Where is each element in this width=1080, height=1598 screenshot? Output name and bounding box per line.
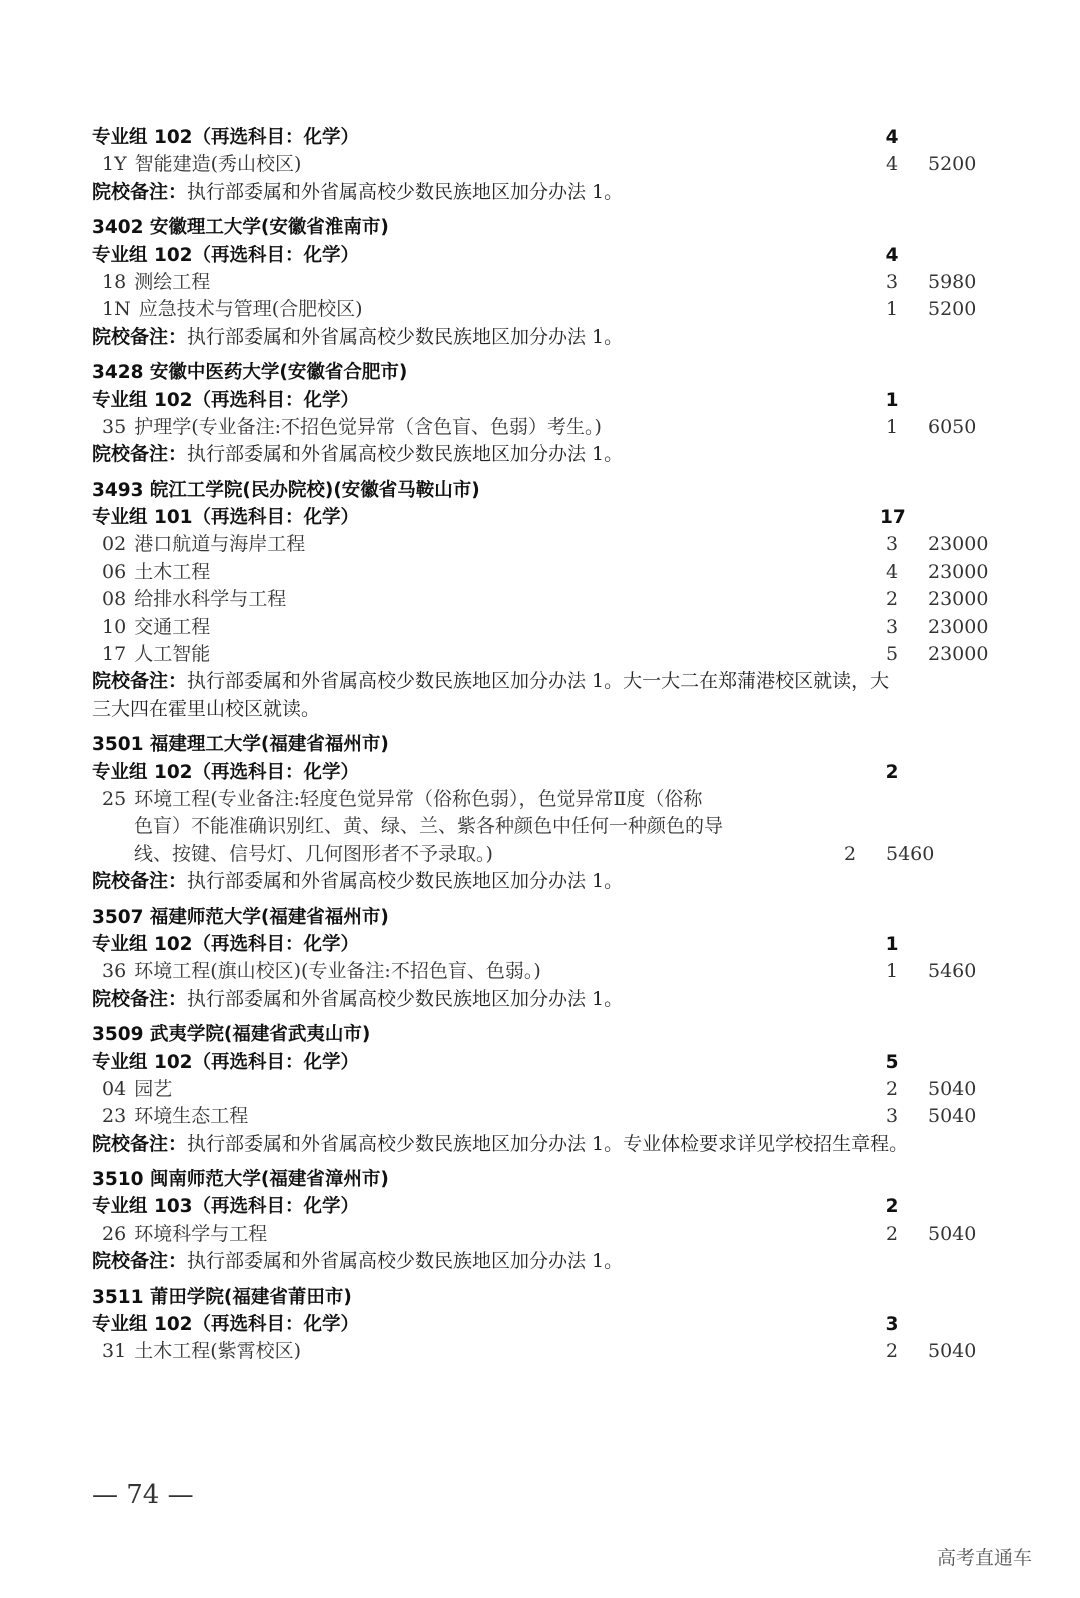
school-header: 3510 闽南师范大学(福建省漳州市): [92, 1169, 389, 1191]
major-row: [92, 1103, 992, 1130]
major-count: 2: [885, 1340, 899, 1363]
major-name: 给排水科学与工程: [134, 588, 287, 611]
group-header: [92, 759, 992, 786]
note-text: 执行部委属和外省属高校少数民族地区加分办法 1。: [187, 443, 624, 466]
major-code: 06: [102, 560, 127, 583]
major-fee: 5980: [928, 270, 977, 293]
group-header: [92, 387, 992, 414]
note-text: 执行部委属和外省属高校少数民族地区加分办法 1。: [187, 870, 624, 893]
major-name: 交通工程: [134, 615, 211, 638]
note-text: 执行部委属和外省属高校少数民族地区加分办法 1。: [187, 987, 624, 1010]
group-label: 专业组 101（再选科目：化学）: [92, 507, 360, 529]
school-header: 3493 皖江工学院(民办院校)(安徽省马鞍山市): [92, 479, 480, 501]
major-name: 环境科学与工程: [134, 1222, 268, 1245]
major-row: [92, 1076, 992, 1103]
major-name-end: 线、按键、信号灯、几何图形者不予录取。): [134, 842, 493, 865]
group-count: 1: [885, 933, 899, 955]
major-fee: 5040: [928, 1105, 977, 1128]
school-header: 3507 福建师范大学(福建省福州市): [92, 906, 389, 928]
major-name: 港口航道与海岸工程: [134, 533, 306, 556]
major-count: 1: [885, 415, 899, 438]
group-header: [92, 124, 992, 151]
watermark: 高考直通车: [936, 1547, 1032, 1569]
school-header: 3428 安徽中医药大学(安徽省合肥市): [92, 362, 408, 384]
major-fee: 23000: [928, 588, 989, 611]
note-text: 执行部委属和外省属高校少数民族地区加分办法 1。专业体检要求详见学校招生章程。: [187, 1132, 909, 1155]
major-count: 2: [843, 842, 857, 865]
major-name: 土木工程(紫霄校区): [134, 1340, 302, 1363]
major-count: 3: [885, 1105, 899, 1128]
school-header: 3509 武夷学院(福建省武夷山市): [92, 1024, 371, 1046]
major-row: [92, 269, 992, 296]
school-note: [92, 986, 992, 1013]
major-row: [92, 586, 992, 613]
major-fee: 23000: [928, 533, 989, 556]
major-row-continued: [92, 841, 992, 868]
major-count: 3: [885, 615, 899, 638]
major-fee: 5460: [928, 960, 977, 983]
group-label: 专业组 102（再选科目：化学）: [92, 389, 360, 411]
major-count: 2: [885, 1077, 899, 1100]
major-row: [92, 414, 992, 441]
group-label: 专业组 102（再选科目：化学）: [92, 761, 360, 783]
major-name: 应急技术与管理(合肥校区): [138, 298, 363, 321]
major-count: 1: [885, 298, 899, 321]
major-name: 环境生态工程: [134, 1105, 249, 1128]
major-code: 31: [102, 1340, 127, 1363]
major-fee: 23000: [928, 643, 989, 666]
note-text: 执行部委属和外省属高校少数民族地区加分办法 1。: [187, 1250, 624, 1273]
major-code: 04: [102, 1077, 127, 1100]
page-number: — 74 —: [92, 1480, 194, 1510]
major-fee: 23000: [928, 560, 989, 583]
school-header: 3501 福建理工大学(福建省福州市): [92, 734, 389, 756]
school-note: [92, 179, 992, 206]
major-code: 08: [102, 588, 127, 611]
note-label: 院校备注：: [92, 443, 188, 466]
major-fee: 5200: [928, 153, 977, 176]
major-name: 环境工程(专业备注:轻度色觉异常（俗称色弱），色觉异常Ⅱ度（俗称: [134, 787, 703, 810]
major-count: 3: [885, 533, 899, 556]
school-note: [92, 1131, 992, 1158]
note-label: 院校备注：: [92, 1132, 188, 1155]
major-code: 35: [102, 415, 127, 438]
major-count: 2: [885, 1222, 899, 1245]
school-note: [92, 1248, 992, 1275]
group-header: [92, 1049, 992, 1076]
major-code: 25: [102, 787, 127, 810]
major-fee: 5040: [928, 1222, 977, 1245]
major-count: 4: [885, 560, 899, 583]
major-count: 2: [885, 588, 899, 611]
major-name: 测绘工程: [134, 270, 211, 293]
major-code: 36: [102, 960, 127, 983]
major-fee: 6050: [928, 415, 977, 438]
major-row: [92, 786, 992, 813]
major-code: 18: [102, 270, 127, 293]
major-row: [92, 641, 992, 668]
major-row: [92, 958, 992, 985]
school-header: 3511 莆田学院(福建省莆田市): [92, 1286, 352, 1308]
group-header: [92, 1311, 992, 1338]
group-label: 专业组 102（再选科目：化学）: [92, 127, 360, 148]
major-code: 1Y: [102, 153, 127, 176]
major-fee: 5040: [928, 1340, 977, 1363]
major-count: 3: [885, 270, 899, 293]
major-name: 土木工程: [134, 560, 211, 583]
major-count: 1: [885, 960, 899, 983]
group-label: 专业组 102（再选科目：化学）: [92, 933, 360, 955]
note-text: 执行部委属和外省属高校少数民族地区加分办法 1。大一大二在郑蒲港校区就读，大: [187, 670, 890, 693]
note-label: 院校备注：: [92, 180, 188, 203]
major-fee: 23000: [928, 615, 989, 638]
note-label: 院校备注：: [92, 325, 188, 348]
group-count: 3: [885, 1314, 899, 1336]
school-note: [92, 441, 992, 468]
school-note: [92, 324, 992, 351]
document-page: [92, 124, 992, 1366]
group-count: 2: [885, 761, 899, 783]
major-count: 4: [885, 153, 899, 176]
major-row: [92, 559, 992, 586]
major-code: 26: [102, 1222, 127, 1245]
note-label: 院校备注：: [92, 1250, 188, 1273]
group-label: 专业组 103（再选科目：化学）: [92, 1196, 360, 1218]
group-count: 2: [885, 1196, 899, 1218]
major-code: 1N: [102, 298, 131, 321]
major-row: [92, 1338, 992, 1365]
major-row: [92, 151, 992, 178]
major-code: 17: [102, 643, 127, 666]
group-count: 4: [885, 127, 899, 148]
major-row: [92, 1221, 992, 1248]
major-name: 护理学(专业备注:不招色觉异常（含色盲、色弱）考生。): [134, 415, 602, 438]
group-header: [92, 1193, 992, 1220]
major-count: 5: [885, 643, 899, 666]
group-header: [92, 242, 992, 269]
note-text: 执行部委属和外省属高校少数民族地区加分办法 1。: [187, 180, 624, 203]
major-fee: 5200: [928, 298, 977, 321]
major-code: 02: [102, 533, 127, 556]
major-name: 智能建造(秀山校区): [134, 153, 302, 176]
major-row: [92, 531, 992, 558]
major-code: 10: [102, 615, 127, 638]
major-row: [92, 296, 992, 323]
school-note-continued: 三大四在霍里山校区就读。: [92, 697, 321, 720]
group-header: [92, 504, 992, 531]
school-note: [92, 668, 992, 695]
group-count: 5: [885, 1051, 899, 1073]
major-row-continued: 色盲）不能准确识别红、黄、绿、兰、紫各种颜色中任何一种颜色的导: [134, 815, 724, 838]
group-header: [92, 931, 992, 958]
group-count: 17: [880, 507, 906, 529]
major-name: 园艺: [134, 1077, 173, 1100]
note-label: 院校备注：: [92, 870, 188, 893]
major-code: 23: [102, 1105, 127, 1128]
major-fee: 5460: [886, 842, 935, 865]
major-row: [92, 614, 992, 641]
group-count: 4: [885, 244, 899, 266]
major-fee: 5040: [928, 1077, 977, 1100]
major-name: 人工智能: [134, 643, 211, 666]
note-label: 院校备注：: [92, 987, 188, 1010]
note-text: 执行部委属和外省属高校少数民族地区加分办法 1。: [187, 325, 624, 348]
note-label: 院校备注：: [92, 670, 188, 693]
group-label: 专业组 102（再选科目：化学）: [92, 1051, 360, 1073]
school-note: [92, 868, 992, 895]
group-label: 专业组 102（再选科目：化学）: [92, 1314, 360, 1336]
group-count: 1: [885, 389, 899, 411]
major-name: 环境工程(旗山校区)(专业备注:不招色盲、色弱。): [134, 960, 541, 983]
group-label: 专业组 102（再选科目：化学）: [92, 244, 360, 266]
school-header: 3402 安徽理工大学(安徽省淮南市): [92, 217, 389, 239]
